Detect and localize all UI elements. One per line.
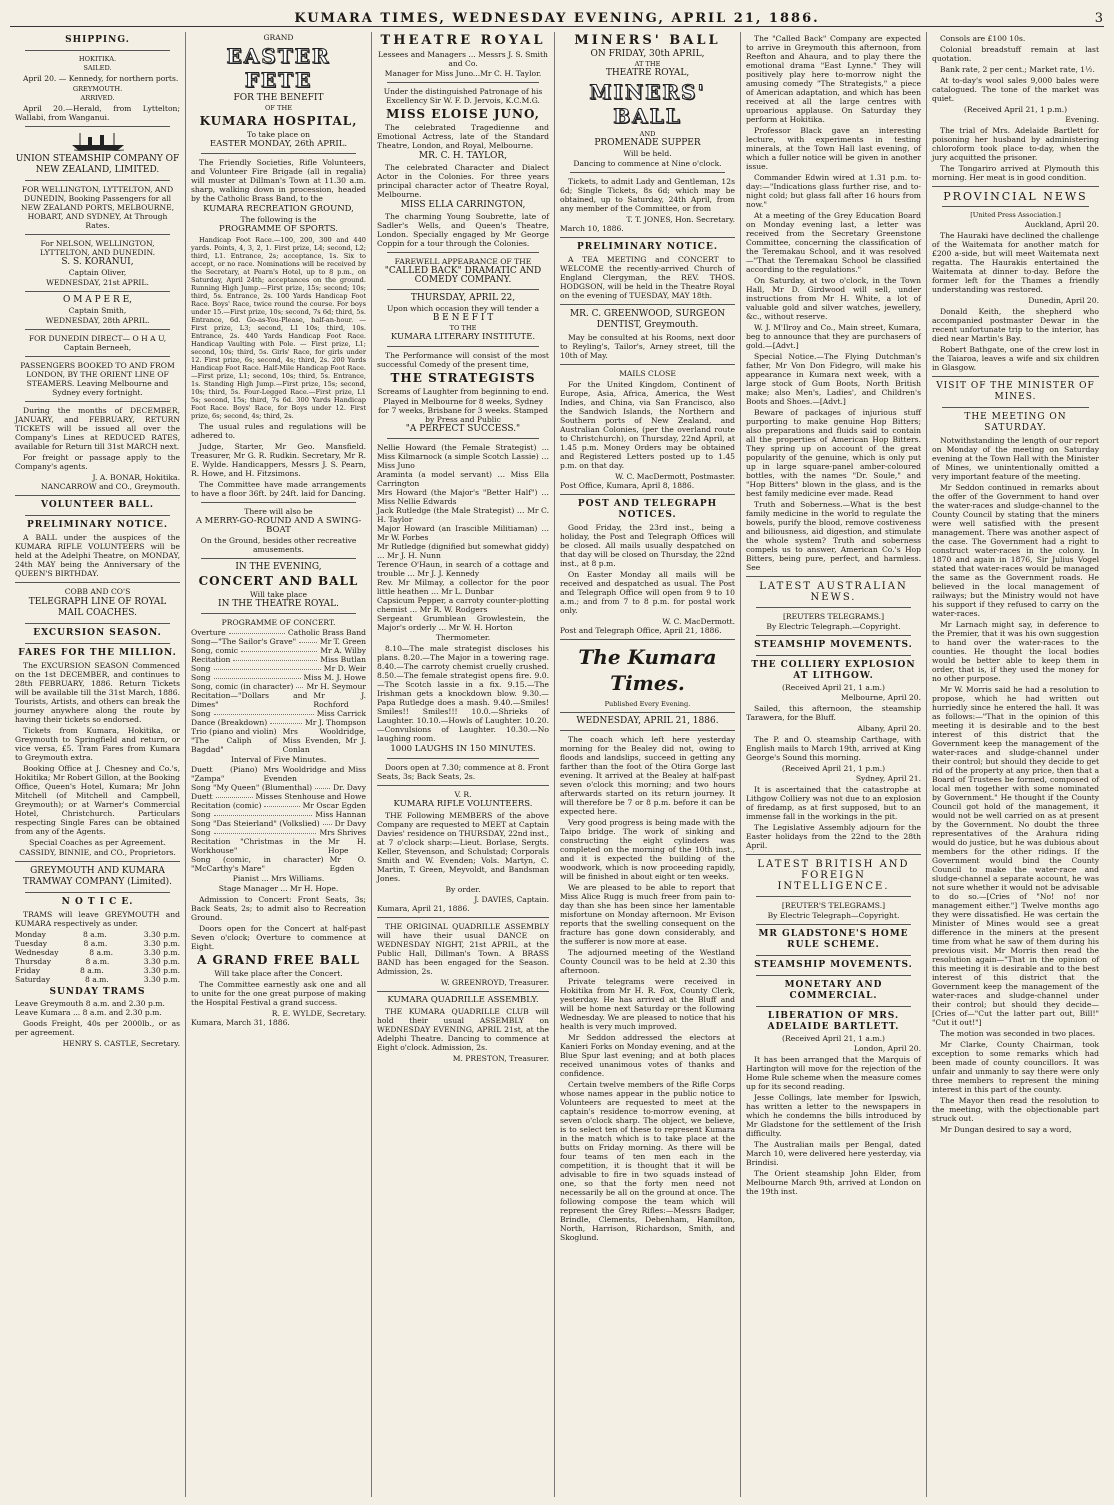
programme-concert: PROGRAMME OF CONCERT. <box>221 618 336 627</box>
performance: The Performance will consist of the most successful Comedy of the present time, <box>377 351 549 369</box>
greenwood-text: May be consulted at his Rooms, next door to Reyling's, Tailor's, Arney street, till the 10th of May. <box>560 333 735 360</box>
columns <box>10 32 1104 1497</box>
doors: Doors open at 7.30; commence at 8. Front Seats, 3s; Back Seats, 2s. <box>377 763 549 781</box>
promenade: PROMENADE SUPPER <box>594 138 701 148</box>
volunteer-ball: VOLUNTEER BALL. <box>41 500 154 510</box>
cassidy: CASSIDY, BINNIE, and CO., Proprietors. <box>19 848 176 857</box>
mails-text: For the United Kingdom, Continent of Europe, Asia, Africa, America, the West Indies, and China, via San Francisco, also the Sandwich Islands, the Northern and Southern ports of New Zealand, and Australian Colonies, (per the overland route to Christchurch), on Thursday, 22nd April, at 1.45 p.m. Money Orders may be obtained and Registered Letters posted up to 1.45 p.m. on that day. <box>560 380 735 470</box>
taylor: MR. C. H. TAYLOR, <box>418 151 508 161</box>
column-2 <box>186 32 372 1497</box>
and: AND <box>639 130 656 138</box>
juno-text: The celebrated Tragedienne and Emotional Actress, late of the Standard Theatre, London, and Royal, Melbourne. <box>377 123 549 150</box>
tickets-text: Tickets from Kumara, Hokitika, or Greymouth to Springfield and return, or vice versa, £5. Tram Fares from Kumara to Greymouth extra. <box>15 726 180 762</box>
list-item: Recitation Miss Butlan <box>191 655 366 664</box>
list-item: Song "My Queen" (Blumenthal) Dr. Davy <box>191 783 366 792</box>
list-item: Song (comic, in character) "McCarthy's Mare" Mr O. Egden <box>191 855 366 873</box>
concert-ball-heading: CONCERT AND BALL <box>198 574 359 588</box>
list-item: Mr Rutledge (dignified but somewhat giddy) … Mr J. H. Nunn <box>377 542 549 560</box>
miners-ball-heading: MINERS' BALL <box>574 33 721 48</box>
ball-text: A BALL under the auspices of the KUMARA RIFLE VOLUNTEERS will be held at the Adelphi Theatre, on MONDAY, 24th MAY being the Anniversary of the QUEEN'S BIRTHDAY. <box>15 533 180 578</box>
list-item: Song—"The Sailor's Grave" Mr T. Green <box>191 637 366 646</box>
return-tickets: During the months of DECEMBER, JANUARY, and FEBRUARY, RETURN TICKETS will be issued all over the Company's Lines at REDUCED RATES, available for Return till 31st MARCH next. <box>15 406 180 451</box>
tea-text: A TEA MEETING and CONCERT to WELCOME the recently-arrived Church of England Clergyman, the REV. THOS. HODGSON, will be held in the Theatre Royal on the evening of TUESDAY, MAY 18th. <box>560 255 735 300</box>
carrington: MISS ELLA CARRINGTON, <box>400 200 526 210</box>
admission-text: Admission to Concert: Front Seats, 3s; Back Seats, 2s; to admit also to Recreation Ground. <box>191 895 366 922</box>
education-text: At a meeting of the Grey Education Board on Monday evening last, a letter was received from the Secretary Greenstone Committee, concerning the classification of the Teremakau School, and it was resolved—"That the Teremakau School be classified according to the regulations." <box>746 211 921 274</box>
tram-timetable <box>15 930 180 984</box>
meeting-p7: The Mayor then read the resolution to the meeting, with the objectionable part struck out. <box>932 1096 1099 1123</box>
po2: Post and Telegraph Office, April 21, 1886. <box>560 626 722 635</box>
stage-manager: Stage Manager ... Mr H. Hope. <box>218 884 339 893</box>
in-the-evening: IN THE EVENING, <box>235 562 322 572</box>
literary: KUMARA LITERARY INSTITUTE. <box>390 332 536 342</box>
meeting-p8: Mr Dungan desired to say a word, <box>940 1125 1072 1134</box>
preston: M. PRESTON, Treasurer. <box>452 1054 549 1063</box>
coach-text: The coach which left here yesterday morning for the Bealey did not, owing to floods and landslips, succeed in getting any farther than the foot of the Otira Gorge last evening. It arrived at the Bealey at half-past seven o'clock this morning; and two hours afterwards started on its return journey. It will therefore be 7 or 8 p.m. before it can be expected here. <box>560 735 735 816</box>
reuters2: [REUTER'S TELEGRAMS.] <box>781 901 886 910</box>
sydney: Sydney, April 21. <box>855 774 921 783</box>
rifle-text: THE Following MEMBERS of the above Company are requested to MEET at Captain Davies' residence on THURSDAY, 22nd inst., at 7 o'clock sharp:—Lieut. Borlase, Sergts. Keller, Stevenson, and Schulstad; Corporals Smith and W. Evenden; Vols. Martyn, C. Martin, T. Green, Meyvoldt, and Bandsman Jones. <box>377 811 550 883</box>
manager: Manager for Miss Juno...Mr C. H. Taylor. <box>384 69 542 78</box>
hartington-text: It has been arranged that the Marquis of Hartington will move for the rejection of the Home Rule scheme when the measure comes up for its second reading. <box>746 1055 921 1091</box>
lessees: Lessees and Managers ... Messrs J. S. Smith and Co. <box>378 50 548 68</box>
list-item: Song Mrs Shrives <box>191 828 366 837</box>
captain-oliver: Captain Oliver, <box>68 268 127 277</box>
breadstuff: Colonial breadstuff remain at last quotation. <box>932 45 1099 63</box>
column-3 <box>372 32 555 1497</box>
recreation-ground: KUMARA RECREATION GROUND, <box>203 204 354 214</box>
also-be: There will also be <box>244 507 313 516</box>
list-item: Song, comic Mr A. Wilby <box>191 646 366 655</box>
will-take: Will take place <box>249 590 308 599</box>
castle: HENRY S. CASTLE, Secretary. <box>62 1039 180 1048</box>
earnestly: The Committee earnestly ask one and all to unite for the one great purpose of making the Hospital Festival a grand success. <box>191 980 366 1007</box>
published: Published Every Evening. <box>604 700 691 708</box>
meeting-p4: Mr W. Morris said he had a resolution to propose, which he had written out hurriedly since he entered the hall. It was as follows:—"That in the opinion of this meeting it is desirable and to the best interest of this district that the Government keep the management of the water-races and sludge-channel under their control; but should they decide to get rid of the property at any price, then that a Board of Trustees be formed, composed of local men together with some nominated by Government." He thought if the County Council got hold of the management, it would not be well carried on as at present by the Government. No doubt the three representatives of the Arahura riding would do justice, but he was dubious about members for the other ridings. If the Government would bind the County Council to make the water-race and sludge-channel a separate account, he was not sure whether it would not be advisable to do so.—[Cries of "No! no! nor management either."] Twelve months ago they were dissatisfied. He was certain the Minister of Mines would see a great difference in the miners at the present time from what he saw of them during his previous visit. Mr Morris then read the resolution again—"That in the opinion of this meeting it is desirable and to the best interest of this district that the Government keep the management of the water-races and sludge-channel under their control; but should they decide—[Cries of—"Cut the latter part out, Bill!" "Cut it out!"] <box>932 685 1099 1027</box>
keith-text: Donald Keith, the shepherd who accompanied postmaster Dewar in the recent unfortunate trip to the interior, has died near Martin's Bay. <box>932 307 1099 343</box>
received2: (Received April 21, 1 p.m.) <box>781 764 886 773</box>
column-6 <box>927 32 1104 1497</box>
beware-text: Beware of packages of injurious stuff purporting to make genuine Hop Bitters; also preparations and fluids said to contain all the properties of American Hop Bitters. They spring up on account of the great popularity of the genuine, which is only put up in large square-panel amber-coloured bottles, with the names "Dr. Soule," and "Hop Bitters" blown in the glass, and is the best family medicine ever made. Read <box>746 408 921 498</box>
notice: N O T I C E. <box>61 897 134 907</box>
by-electric2: By Electric Telegraph—Copyright. <box>767 911 900 920</box>
sunday1: Leave Greymouth 8 a.m. and 2.30 p.m. <box>15 999 165 1008</box>
hokitika-heading: HOKITIKA. <box>78 55 117 63</box>
tarawera: Sailed, this afternoon, the steamship Tarawera, for the Bluff. <box>746 704 921 722</box>
melbourne: Melbourne, April 20. <box>840 693 921 702</box>
meeting-p2: Mr Seddon continued in remarks about the offer of the Government to hand over the water-races and sludge-channel to the County Council by stating that the miners were well satisfied with the present management. There was another aspect of the case. The Government had a right to construct water-races in the colony. In 1870 and again in 1876, Sir Julius Vogel stated that water-races would be managed the same as the Government roads. He believed in the local management of railways; but the Ministry would not have his support if they refused to carry on the water-races. <box>932 483 1099 618</box>
passengers: PASSENGERS BOOKED TO AND FROM LONDON, BY THE ORIENT LINE OF STEAMERS. Leaving Melbourne and Sydney every fortnight. <box>20 361 175 397</box>
list-item: Terence O'Haun, in search of a cottage and trouble … Mr J. J. Kennedy <box>377 560 549 578</box>
bathgate-text: Robert Bathgate, one of the crew lost in the Taiaroa, leaves a wife and six children in Glasgow. <box>932 345 1099 372</box>
macdermott: W. C. MacDermott, Postmaster. <box>615 472 735 481</box>
kumara-times-title: The Kumara Times. <box>578 645 717 695</box>
besides: On the Ground, besides other recreative amusements. <box>200 536 357 554</box>
column-1 <box>10 32 186 1497</box>
tramway: GREYMOUTH AND KUMARA TRAMWAY COMPANY (Limited). <box>23 866 172 887</box>
by-electric: By Electric Telegraph.—Copyright. <box>766 622 901 631</box>
greymouth-heading: GREYMOUTH. <box>72 85 123 93</box>
shipping-heading: SHIPPING. <box>65 35 130 45</box>
aus-mails-text: The Australian mails per Bengal, dated March 10, were delivered here yesterday, via Brindisi. <box>746 1140 921 1167</box>
westland-text: The adjourned meeting of the Westland County Council was to be held at 2.30 this afternoon. <box>560 948 735 975</box>
bonar: J. A. BONAR, Hokitika. <box>92 473 180 482</box>
list-item: Song "Das Steierland" (Volkslied) Dr Davy <box>191 819 366 828</box>
arrived-text: April 20.—Herald, from Lyttelton; Wallabi, from Wanganui. <box>15 104 180 122</box>
post-tel: POST AND TELEGRAPH NOTICES. <box>577 499 718 520</box>
seddon-text: Mr Seddon addressed the electors at Kanieri Forks on Monday evening, and at the Blue Spur last evening; and at both places received unanimous votes of thanks and confidence. <box>560 1033 735 1078</box>
list-item: Song Mr D. Weir <box>191 664 366 673</box>
truth-text: Truth and Soberness.—What is the best family medicine in the world to regulate the bowels, purify the blood, remove costiveness and biliousness, aid digestion, and stimulate the whole system? Truth and soberness compels us to answer, American Co.'s Hop Bitters, being pure, perfect, and harmless. See <box>746 500 921 572</box>
thermo-text: 8.10—The male strategist discloses his plans. 8.20.—The Major in a towering rage. 8.40.—The carroty chemist cruelly crushed. 8.50.—The female strategist opens fire. 9.0.—The Scotch lassie in a fix. 9.15.—The Irishman gets a knockdown blow. 9.30.—Papa Rutledge does a mash. 9.40.—Smiles! Smiles!! Smiles!!! 10.0.—Shrieks of Laughter. 10.10.—Howls of Laughter. 10.20.—Convulsions of Laughter. 10.30.—No laughing room. <box>377 644 549 743</box>
jones-date: March 10, 1886. <box>560 224 624 233</box>
by-order: By order. <box>445 885 481 894</box>
po-text: The P. and O. steamship Carthage, with English mails to March 19th, arrived at King George's Sound this morning. <box>746 735 921 762</box>
dunedin: Dunedin, April 20. <box>1028 296 1099 305</box>
laughs: 1000 LAUGHS IN 150 MINUTES. <box>390 744 536 754</box>
pianist: Pianist ... Mrs Williams. <box>232 874 325 883</box>
list-item: Sergeant Grumblean Growlestein, the Major's orderly … Mr W. H. Horton <box>377 614 549 632</box>
gladstone: MR GLADSTONE'S HOME RULE SCHEME. <box>758 929 909 950</box>
dunedin-direct: FOR DUNEDIN DIRECT— O H A U, Captain Berneeh, <box>28 334 167 352</box>
called-back-text: The "Called Back" Company are expected to arrive in Greymouth this afternoon, from Reefton and Ahaura, and to play there the emotional drama "East Lynne." They will positively play here to-morrow night the amusing comedy "The Strategists," a piece of American adaptation, and which has been received at all the large centres with uproarious applause. On Saturday they perform at Hokitika. <box>746 34 921 124</box>
list-item: Song Miss Hannan <box>191 810 366 819</box>
doors-text: Doors open for the Concert at half-past Seven o'clock; Overture to commence at Eight. <box>191 924 366 951</box>
captain-smith: Captain Smith, <box>68 306 127 315</box>
trams-text: TRAMS will leave GREYMOUTH and KUMARA respectively as under. <box>15 910 180 928</box>
patronage: Under the distinguished Patronage of his Excellency Sir W. F. D. Jervois, K.C.M.G. <box>383 87 543 105</box>
excursion-text: The EXCURSION SEASON Commenced on the 1st DECEMBER, and continues to 28th FEBRUARY, 1886. Return Tickets will be available till the 31st March, 1886. Tourists, Artists, and others can break the journey anywhere along the route by having their tickets so endorsed. <box>15 661 180 724</box>
bank-rate: Bank rate, 2 per cent.; Market rate, 1½. <box>940 65 1095 74</box>
jones: T. T. JONES, Hon. Secretary. <box>626 215 735 224</box>
union-heading: UNION STEAMSHIP COMPANY OF NEW ZEALAND, LIMITED. <box>15 154 180 175</box>
masthead <box>10 4 1104 27</box>
telegraph-line: TELEGRAPH LINE OF ROYAL MAIL COACHES. <box>28 597 167 618</box>
wylde: R. E. WYLDE, Secretary. <box>271 1009 366 1018</box>
macdermott2: W. C. MacDermott. <box>662 617 735 626</box>
list-item: Nellie Howard (the Female Strategist) ... Miss Kilmarnock (a simple Scotch Lassie) … Miss Juno <box>377 443 549 470</box>
will-be-held: Will be held. <box>623 149 672 158</box>
table-row: Thursday 8 a.m. 3.30 p.m. <box>15 957 180 966</box>
received3: (Received April 21, 1 a.m.) <box>782 1034 885 1043</box>
progress-text: Very good progress is being made with the Taipo bridge. The work of sinking and constructing the eight cylinders was completed on the morning of the 10th inst., and it is expected the building of the woodwork, which is now proceeding rapidly, will be finished in about eight or ten weeks. <box>560 818 735 881</box>
taylor-text: The celebrated Character and Dialect Actor in the Colonies. For three years principal character actor of Theatre Royal, Melbourne. <box>377 163 549 199</box>
list-item: Trio (piano and violin) "The Caliph of Bagdad" Mrs Wooldridge, Miss Evenden, Mr J. Conlan <box>191 727 366 754</box>
grand: GRAND <box>263 33 294 42</box>
latest-british: LATEST BRITISH AND FOREIGN INTELLIGENCE. <box>757 859 910 892</box>
page-number: 3 <box>1094 11 1104 26</box>
davies: J. DAVIES, Captain. <box>474 895 549 904</box>
steamship-movements-2: STEAMSHIP MOVEMENTS. <box>754 960 913 970</box>
list-item: Overture Catholic Brass Band <box>191 628 366 637</box>
programme-sports: PROGRAMME OF SPORTS. <box>219 224 338 234</box>
meeting-p5: The motion was seconded in two places. <box>940 1029 1096 1038</box>
list-item: Araminta (a model servant) … Miss Ella Carrington <box>377 470 549 488</box>
committee-text: The Committee have made arrangements to have a floor 36ft. by 24ft. laid for Dancing. <box>191 480 366 498</box>
called-back: "CALLED BACK" DRAMATIC AND COMEDY COMPANY. <box>384 266 542 285</box>
table-row: Friday 8 a.m. 3.30 p.m. <box>15 966 180 975</box>
col2-date: Kumara, March 31, 1886. <box>191 1018 290 1027</box>
meeting-p1: Notwithstanding the length of our report on Monday of the meeting on Saturday evening at the Town Hall with the Minister of Mines, we unintentionally omitted a very important feature of the meeting. <box>932 436 1099 481</box>
received-6: (Received April 21, 1 p.m.) <box>963 105 1068 114</box>
dancing: Dancing to commence at Nine o'clock. <box>573 159 722 168</box>
saturday-text: On Saturday, at two o'clock, in the Town Hall, Mr D. Girdwood will sell, under instructions from Mr H. White, a lot of valuable gold and silver watches, jewellery, &c., without reserve. <box>746 276 921 321</box>
list-item: Mrs Howard (the Major's "Better Half") … Miss Nellie Edwards <box>377 488 549 506</box>
masthead-title: KUMARA TIMES, WEDNESDAY EVENING, APRIL 21, 1886. <box>294 11 820 26</box>
list-item: Song, comic (in character) Mr H. Seymour <box>191 682 366 691</box>
sailed-text: April 20. — Kennedy, for northern ports. <box>23 74 179 83</box>
table-row: Saturday 8 a.m. 3.30 p.m. <box>15 975 180 984</box>
free-ball-heading: A GRAND FREE BALL <box>197 953 360 967</box>
upa: [United Press Association.] <box>970 211 1061 219</box>
mails-close: MAILS CLOSE <box>619 369 676 378</box>
easter-monday-mail: On Easter Monday all mails will be received and despatched as usual. The Post and Telegraph Office will open from 9 to 10 a.m.; and from 7 to 8 p.m. for postal work only. <box>560 570 735 615</box>
benefit: B E N E F I T <box>432 313 494 323</box>
list-item: Capsicum Pepper, a carroty counter-plotting chemist … Mr R. W. Rodgers <box>377 596 549 614</box>
meeting-p6: Mr Clarke, County Chairman, took exception to some remarks which had been made of county councillors. It was unfair and unmanly to say there were only three members to represent the mining interest in this part of the county. <box>932 1040 1099 1094</box>
rifle-volunteers: KUMARA RIFLE VOLUNTEERS. <box>393 799 533 809</box>
liberation: LIBERATION OF MRS. ADELAIDE BARTLETT. <box>767 1011 900 1032</box>
special-text: Special Notice.—The Flying Dutchman's father, Mr Von Don Fidegro, will make his appearance in Kumara next week, with a large stock of Gum Boots, North British make; also Men's, Ladies', and Children's Boots and Shoes.—[Advt.] <box>746 352 921 406</box>
column-4 <box>555 32 741 1497</box>
meeting-p3: Mr Larnach might say, in deference to the Premier, that it was his own suggestion to hand over the water-races to the counties. He thought the local bodies would be better able to keep them in order, that is, if they used the money for no other purpose. <box>932 620 1099 683</box>
list-item: Rev. Mr Milmay, a collector for the poor little heathen … Mr L. Dunbar <box>377 578 549 596</box>
friendly-text: The Friendly Societies, Rifle Volunteers, and Volunteer Fire Brigade (all in regalia) will muster at Dillman's Town at 11.30 a.m. sharp, walking down in procession, headed by the Catholic Brass Band, to the <box>191 158 366 203</box>
steamship-movements: STEAMSHIP MOVEMENTS. <box>754 640 913 650</box>
sunday2: Leave Kumara ... 8 a.m. and 2.30 p.m. <box>15 1008 162 1017</box>
collings-text: Jesse Collings, late member for Ipswich, has written a letter to the newspapers in which he condemns the bills introduced by Mr Gladstone for the settlement of the Irish difficulty. <box>746 1093 921 1138</box>
vr: V. R. <box>454 790 472 799</box>
for-nelson: For NELSON, WELLINGTON, LYTTELTON, AND DUNEDIN. <box>39 239 156 257</box>
special-coaches: Special Coaches as per Agreement. <box>29 838 166 847</box>
theatre-royal-4: THEATRE ROYAL, <box>605 68 690 78</box>
of-the: OF THE <box>264 104 293 112</box>
list-item: Duett Misses Stenhouse and Howe <box>191 792 366 801</box>
mcilroy-text: W. J. M'Ilroy and Co., Main street, Kumara, beg to announce that they are purchasers of gold.—[Advt.] <box>746 323 921 350</box>
played: Played in Melbourne for 8 weeks, Sydney for 7 weeks, Brisbane for 3 weeks. Stamped by Press and Public <box>378 397 548 424</box>
hauraki-text: The Hauraki have declined the challenge of the Waitemata for another match for £200 a-side, but will meet Waitemata next regatta. The Haurakis entertained the Waitemata at dinner to-day. Before the former left for the Thames a friendly understanding was restored. <box>932 231 1099 294</box>
steamship-icon <box>68 131 128 151</box>
for-benefit: FOR THE BENEFIT <box>233 93 324 103</box>
rugg-text: We are pleased to be able to report that Miss Alice Rugg is much freer from pain to-day than she has been since her lamentable misfortune on Monday afternoon. Mr Evison reports that the swelling consequent on the fracture has gone down considerably, and the sufferer is now more at ease. <box>560 883 735 946</box>
theatre-royal: IN THE THEATRE ROYAL. <box>218 599 339 609</box>
sunday-trams: SUNDAY TRAMS <box>49 987 146 997</box>
auckland: Auckland, April 20. <box>1024 220 1099 229</box>
provincial-news: PROVINCIAL NEWS <box>943 190 1088 203</box>
orient-text: The Orient steamship John Elder, from Melbourne March 9th, arrived at London on the 19th inst. <box>746 1169 921 1196</box>
davies-date: Kumara, April 21, 1886. <box>377 904 470 913</box>
wool-text: At to-day's wool sales 9,000 bales were catalogued. The tone of the market was quiet. <box>932 76 1099 103</box>
reuters: [REUTERS TELEGRAMS.] <box>782 612 885 621</box>
officials: Judge, Starter, Mr Geo. Mansfield. Treasurer, Mr G. R. Rudkin. Secretary, Mr R. E. Wylde. Handicappers, Messrs J. S. Pearn, R. Howe, and H. Fitzsimons. <box>191 442 366 478</box>
fares: FARES FOR THE MILLION. <box>18 648 177 658</box>
latest-australian: LATEST AUSTRALIAN NEWS. <box>759 581 908 603</box>
take-place: To take place on <box>247 130 310 139</box>
after-concert: Will take place after the Concert. <box>214 969 343 978</box>
theatre-royal-heading: THEATRE ROYAL <box>380 33 546 48</box>
nancarrow: NANCARROW and CO., Greymouth. <box>41 482 180 491</box>
quadrille-text: THE ORIGINAL QUADRILLE ASSEMBLY will have their usual DANCE on WEDNESDAY NIGHT, 21st APRIL, at the Public Hall, Dillman's Town. A BRASS BAND has been engaged for the Season. Admission, 2s. <box>377 922 549 976</box>
column-5 <box>741 32 927 1497</box>
list-item: Recitation—"Dollars and Dimes" Mr J. Rochford <box>191 691 366 709</box>
black-text: Professor Black gave an interesting lecture, with experiments in testing minerals, at the Town Hall last evening, of which a fuller notice will be given in another issue. <box>746 126 921 171</box>
edition-date: WEDNESDAY, APRIL 21, 1886. <box>576 716 719 726</box>
evening-6: Evening. <box>1065 115 1099 124</box>
list-item: Song Miss M. J. Howe <box>191 673 366 682</box>
colliery: THE COLLIERY EXPLOSION AT LITHGOW. <box>751 660 916 681</box>
screams: Screams of Laughter from beginning to end. <box>377 387 549 396</box>
at-the: AT THE <box>634 60 661 68</box>
greenroyd: W. GREENROYD, Treasurer. <box>440 978 549 987</box>
hospital-heading: KUMARA HOSPITAL, <box>199 114 358 128</box>
list-item: Recitation (comic) Mr Oscar Egden <box>191 801 366 810</box>
merry-go-round: A MERRY-GO-ROUND AND A SWING-BOAT <box>195 516 362 535</box>
received1: (Received April 21, 1 a.m.) <box>782 683 885 692</box>
farewell: FAREWELL APPEARANCE OF THE <box>394 257 532 266</box>
london: London, April 20. <box>854 1044 921 1053</box>
list-item: Jack Rutledge (the Male Strategist) … Mr C. H. Taylor <box>377 506 549 524</box>
list-item: Recitation "Christmas in the Workhouse" Mr H. Hope <box>191 837 366 855</box>
thursday: THURSDAY, APRIL 22, <box>410 293 516 303</box>
monetary: MONETARY AND COMMERCIAL. <box>784 980 883 1001</box>
visit-minister: VISIT OF THE MINISTER OF MINES. <box>936 381 1095 402</box>
wed28: WEDNESDAY, 28th APRIL. <box>45 316 150 325</box>
arrived-label: ARRIVED. <box>80 94 115 102</box>
tongariro-text: The Tongariro arrived at Plymouth this morning. Her meat is in good condition. <box>932 164 1099 182</box>
booking-text: Booking Office at J. Chesney and Co.'s, Hokitika; Mr Robert Gillon, at the Booking Office, Queen's Hotel, Kumara; Mr John Mitchell (of Mitchell and Campbell, Greymouth); or at Warner's Commercial Hotel, Christchurch. Particulars respecting Single Fares can be obtained from any of the Agents. <box>15 764 180 836</box>
strategists-heading: THE STRATEGISTS <box>390 371 536 385</box>
po: Post Office, Kumara, April 8, 1886. <box>560 481 695 490</box>
table-row: Wednesday 8 a.m. 3.30 p.m. <box>15 948 180 957</box>
upon-which: Upon which occasion they will tender a <box>386 304 540 313</box>
interval: Interval of Five Minutes. <box>230 755 327 764</box>
easter-monday: EASTER MONDAY, 26th APRIL. <box>209 139 348 149</box>
perfect-success: "A PERFECT SUCCESS." <box>405 424 521 434</box>
greenwood: MR. C. GREENWOOD, SURGEON DENTIST, Greymouth. <box>569 309 726 330</box>
friday: ON FRIDAY, 30th APRIL, <box>590 49 705 59</box>
table-row: Monday 8 a.m. 3.30 p.m. <box>15 930 180 939</box>
ball-tickets: Tickets, to admit Lady and Gentleman, 12s 6d; Single Tickets, 8s 6d; which may be obtained, up to Saturday, 24th April, from any member of the Committee, or from <box>560 177 735 213</box>
freight: For freight or passage apply to the Company's agents. <box>15 453 180 471</box>
wed21: WEDNESDAY, 21st APRIL. <box>46 278 149 287</box>
cast-list <box>377 443 549 632</box>
list-item: Dance (Breakdown) Mr J. Thompson <box>191 718 366 727</box>
koranui: S. S. KORANUI, <box>61 257 134 267</box>
omapere: O M A P E R E, <box>62 295 133 305</box>
assembly-text: The Legislative Assembly adjourn for the Easter holidays from the 22nd to the 28th April. <box>746 823 921 850</box>
table-row: Tuesday 8 a.m. 3.30 p.m. <box>15 939 180 948</box>
to-the: TO THE <box>449 324 477 332</box>
kumara-quadrille: KUMARA QUADRILLE ASSEMBLY. <box>387 995 539 1005</box>
excursion-season: EXCURSION SEASON. <box>33 628 162 638</box>
easter-fete-heading: EASTER FETE <box>226 44 331 92</box>
cobb: COBB AND CO'S <box>64 587 131 596</box>
rifle-corps-text: Certain twelve members of the Rifle Corps whose names appear in the public notice to Volunteers are requested to meet at the captain's residence to-morrow evening, at seven o'clock sharp. The object, we believe, is to select ten of these to represent Kumara in the match which is to take place at the butts on Friday morning. As there will be four teams of ten men each in the competition, it is thought that it will be advisable to fire in two squads instead of one, so that the forty men need not necessarily be all on the ground at once. The following compose the team which will represent the Grey Rifles:—Messrs Badger, Brindle, Clements, Debenham, Hamilton, North, Harrison, Richardson, Smith, and Skoglund. <box>560 1080 735 1242</box>
kq-text: THE KUMARA QUADRILLE CLUB will hold their usual ASSEMBLY on WEDNESDAY EVENING, APRIL 21st, at the Adelphi Theatre. Dancing to commence at Eight o'clock. Admission, 2s. <box>377 1007 549 1052</box>
miners-ball-big: MINERS' BALL <box>589 80 706 128</box>
edwin-text: Commander Edwin wired at 1.31 p.m. to-day:—"Indications glass further rise, and to-night cold; but glass fall after 16 hours from now." <box>746 173 921 209</box>
carrington-text: The charming Young Soubrette, late of Sadler's Wells, and Queen's Theatre, London. Specially engaged by Mr George Coppin for a tour through the Colonies. <box>377 212 549 248</box>
consols: Consols are £100 10s. <box>940 34 1026 43</box>
prelim-notice: PRELIMINARY NOTICE. <box>577 242 718 252</box>
following: The following is the <box>240 215 317 224</box>
goods: Goods Freight, 40s per 2000lb., or as per agreement. <box>15 1019 180 1037</box>
rules-text: The usual rules and regulations will be adhered to. <box>191 422 366 440</box>
concert-programme-2 <box>191 765 366 873</box>
meeting-saturday: THE MEETING ON SATURDAY. <box>964 412 1067 433</box>
list-item: Duett (Piano) "Zampa" Mrs Wooldridge and Miss Evenden <box>191 765 366 783</box>
good-friday: Good Friday, the 23rd inst., being a holiday, the Post and Telegraph Offices will be closed. All mails usually despatched on that day will be closed on Thursday, the 22nd inst., at 8 p.m. <box>560 523 735 568</box>
bartlett-text: The trial of Mrs. Adelaide Bartlett for poisoning her husband by administering chloroform took place to-day, when the jury acquitted the prisoner. <box>932 126 1099 162</box>
for-wellington: FOR WELLINGTON, LYTTELTON, AND DUNEDIN, Booking Passengers for all NEW ZEALAND PORTS, MELBOURNE, HOBART, AND SYDNEY, At Through Rates. <box>20 185 175 230</box>
list-item: Song Miss Carrick <box>191 709 366 718</box>
concert-programme-1 <box>191 628 366 754</box>
juno: MISS ELOISE JUNO, <box>386 107 540 121</box>
thermometer: Thermometer. <box>435 633 491 642</box>
lithgow-text: It is ascertained that the catastrophe at Lithgow Colliery was not due to an explosion of firedamp, as at first supposed, but to an immense fall in the workings in the pit. <box>746 785 921 821</box>
list-item: Major Howard (an Irascible Militiaman) … Mr W. Forbes <box>377 524 549 542</box>
albany: Albany, April 20. <box>857 724 921 733</box>
sports-text: Handicap Foot Race.—100, 200, 300 and 440 yards. Points, 4, 3, 2, 1. First prize, L4; second, L2; third, L1. Entrance, 2s; acceptance, 1s. Six to accept, or no race. Nominations will be received by the Secretary, at Pearn's Hotel, up to 8 p.m., on Saturday, April 24th; acceptances on the ground. Running High Jump.—First prize, 15s; second; 10s; third, 5s. Entrance, 2s. 100 Yards Handicap Foot Race. Boys' Race, twice round the course. For boys under 15.—First prize, 10s; second, 7s 6d; third, 5s. Entrance, 6d. Go-as-You-Please, half-an-hour. — First prize, L3; second, L1 10s; third, 10s. Entrance, 2s. 440 Yards Handicap Foot Race. Handicap Vaulting with Pole. — First prize, L1; second, 10s; third, 5s. Girls' Race, for girls under 12. First prize, 6s; second, 4s; third, 2s. 200 Yards Handicap Foot Race. Half-Mile Handicap Foot Race.—First prize, L1; second, 10s; third, 5s. Entrance, 1s. Standing High Jump.—First prize, 15s; second, 10s; third, 5s. Four-Legged Race.—First prize, L1 5s; second, 15s; third, 7s 6d. 300 Yards Handicap Foot Race. Boys' Race, for Boys under 12. First prize, 6s; second, 4s; third, 2s. <box>191 236 366 420</box>
preliminary-notice: PRELIMINARY NOTICE. <box>27 520 168 530</box>
sailed-label: SAILED. <box>83 64 112 72</box>
fox-text: Private telegrams were received in Hokitika from Mr H. R. Fox, County Clerk, yesterday. He has arrived at the Bluff and will be home next Saturday or the following Wednesday. We are pleased to notice that his health is very much improved. <box>560 977 735 1031</box>
